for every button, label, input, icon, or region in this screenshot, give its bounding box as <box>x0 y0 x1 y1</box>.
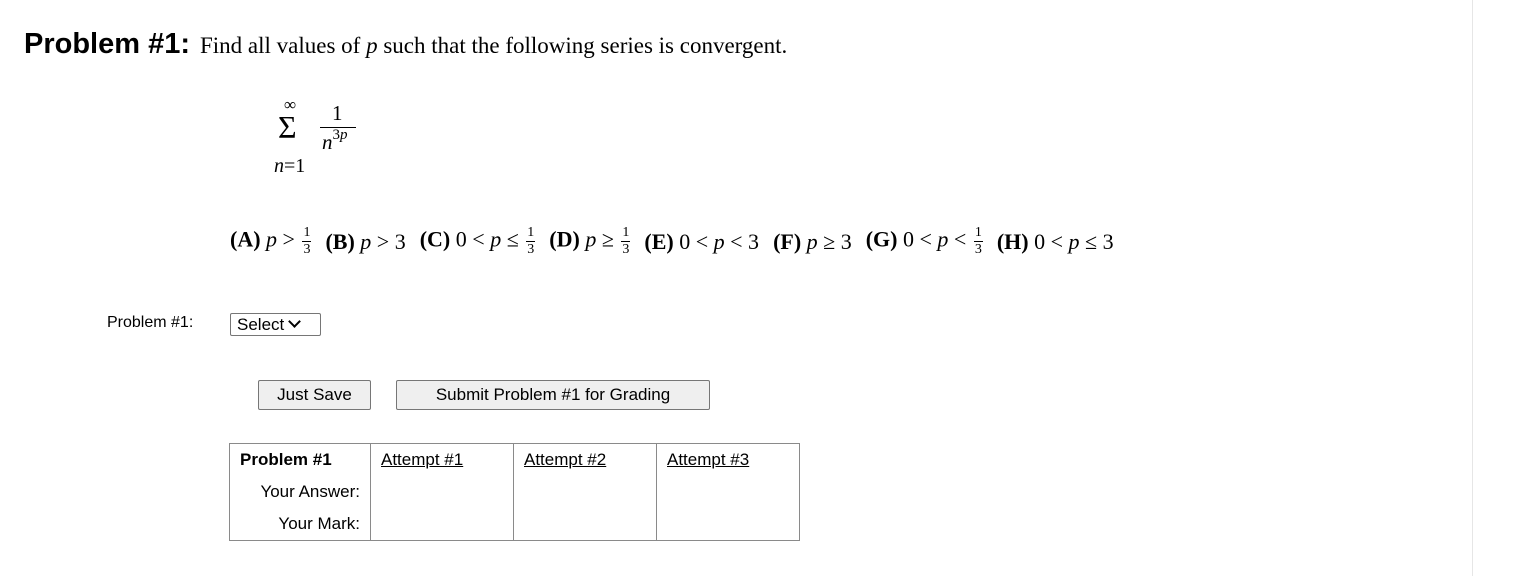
answer-cell-1 <box>371 476 514 508</box>
prompt-variable: p <box>366 33 378 58</box>
fraction-one-third <box>974 226 983 257</box>
choice-letter: (A) <box>230 226 261 252</box>
denominator-base: n <box>322 130 333 154</box>
choice-variable: p <box>360 228 372 254</box>
fraction-one-third <box>302 226 311 257</box>
page-divider <box>1472 0 1473 576</box>
fraction-one-third <box>526 226 535 257</box>
your-answer-label: Your Answer: <box>230 476 371 508</box>
attempt-2-link[interactable]: Attempt #2 <box>514 444 657 477</box>
fraction-numerator: 1 <box>622 225 630 240</box>
choice-lhs: 0 < <box>903 226 938 252</box>
chevron-down-icon <box>288 315 301 328</box>
choice-letter: (E) <box>644 228 674 254</box>
choice-variable: p <box>1068 228 1080 254</box>
table-row <box>230 508 800 541</box>
choice-relation: ≥ 3 <box>817 228 852 254</box>
choice-item <box>644 229 759 255</box>
fraction-numerator: 1 <box>303 225 311 240</box>
choice-relation: < <box>948 226 972 252</box>
choice-item <box>230 226 311 257</box>
attempt-3-link[interactable]: Attempt #3 <box>657 444 800 477</box>
choice-relation: ≤ <box>501 226 525 252</box>
problem-title: Problem #1: <box>24 28 190 60</box>
exponent-coefficient: 3 <box>332 127 340 143</box>
choice-item <box>420 226 536 257</box>
choice-letter: (G) <box>865 226 898 252</box>
mark-cell-1 <box>371 508 514 541</box>
submit-button[interactable]: Submit Problem #1 for Grading <box>396 380 710 410</box>
just-save-button[interactable]: Just Save <box>258 380 371 410</box>
choice-lhs: 0 < <box>1034 228 1069 254</box>
select-value: Select <box>237 314 285 334</box>
fraction-numerator: 1 <box>527 225 535 240</box>
table-header-problem: Problem #1 <box>230 444 371 477</box>
choice-lhs: 0 < <box>455 226 491 252</box>
sum-upper-limit: ∞ <box>284 95 297 114</box>
choice-item <box>325 229 405 255</box>
index-variable: n <box>274 155 284 177</box>
exponent-variable: p <box>340 127 348 143</box>
answer-select[interactable] <box>230 313 321 336</box>
choice-variable: p <box>937 226 949 252</box>
exponent <box>333 127 348 143</box>
choice-relation: ≥ <box>596 226 620 252</box>
fraction-numerator: 1 <box>974 225 982 240</box>
choice-letter: (F) <box>773 228 802 254</box>
series-expression <box>270 95 380 185</box>
choice-variable: p <box>585 226 597 252</box>
table-header-row <box>230 444 800 477</box>
choice-letter: (B) <box>325 228 355 254</box>
choice-item <box>549 226 630 257</box>
answer-choices <box>230 226 1128 257</box>
attempt-1-link[interactable]: Attempt #1 <box>371 444 514 477</box>
choice-variable: p <box>266 226 278 252</box>
table-row <box>230 476 800 508</box>
choice-letter: (D) <box>549 226 580 252</box>
choice-variable: p <box>490 226 502 252</box>
fraction-denominator: 3 <box>527 242 535 257</box>
problem-prompt <box>200 33 787 58</box>
choice-item <box>997 229 1114 255</box>
sigma-symbol: Σ <box>278 109 297 145</box>
fraction-denominator: 3 <box>622 242 630 257</box>
mark-cell-3 <box>657 508 800 541</box>
term-denominator <box>322 129 348 155</box>
your-mark-label: Your Mark: <box>230 508 371 541</box>
answer-label: Problem #1: <box>107 314 194 331</box>
choice-item <box>773 229 852 255</box>
term-numerator: 1 <box>332 101 343 125</box>
choice-letter: (H) <box>996 228 1029 254</box>
prompt-text-1: Find all values of <box>200 33 367 58</box>
fraction-one-third <box>621 226 630 257</box>
choice-lhs: 0 < <box>679 228 714 254</box>
choice-item <box>866 226 983 257</box>
choice-relation: ≤ 3 <box>1079 228 1114 254</box>
choice-relation: > 3 <box>371 228 406 254</box>
choice-relation: < 3 <box>724 228 760 254</box>
sum-lower-limit <box>274 155 305 178</box>
choice-variable: p <box>806 228 818 254</box>
choice-letter: (C) <box>419 226 451 252</box>
choice-relation: > <box>277 226 301 252</box>
fraction-denominator: 3 <box>303 242 311 257</box>
mark-cell-2 <box>514 508 657 541</box>
attempts-table <box>229 443 800 541</box>
problem-heading <box>24 28 787 61</box>
index-start: =1 <box>284 155 306 177</box>
answer-cell-2 <box>514 476 657 508</box>
prompt-text-2: such that the following series is convergent. <box>377 33 788 58</box>
answer-cell-3 <box>657 476 800 508</box>
fraction-denominator: 3 <box>974 242 982 257</box>
choice-variable: p <box>713 228 725 254</box>
